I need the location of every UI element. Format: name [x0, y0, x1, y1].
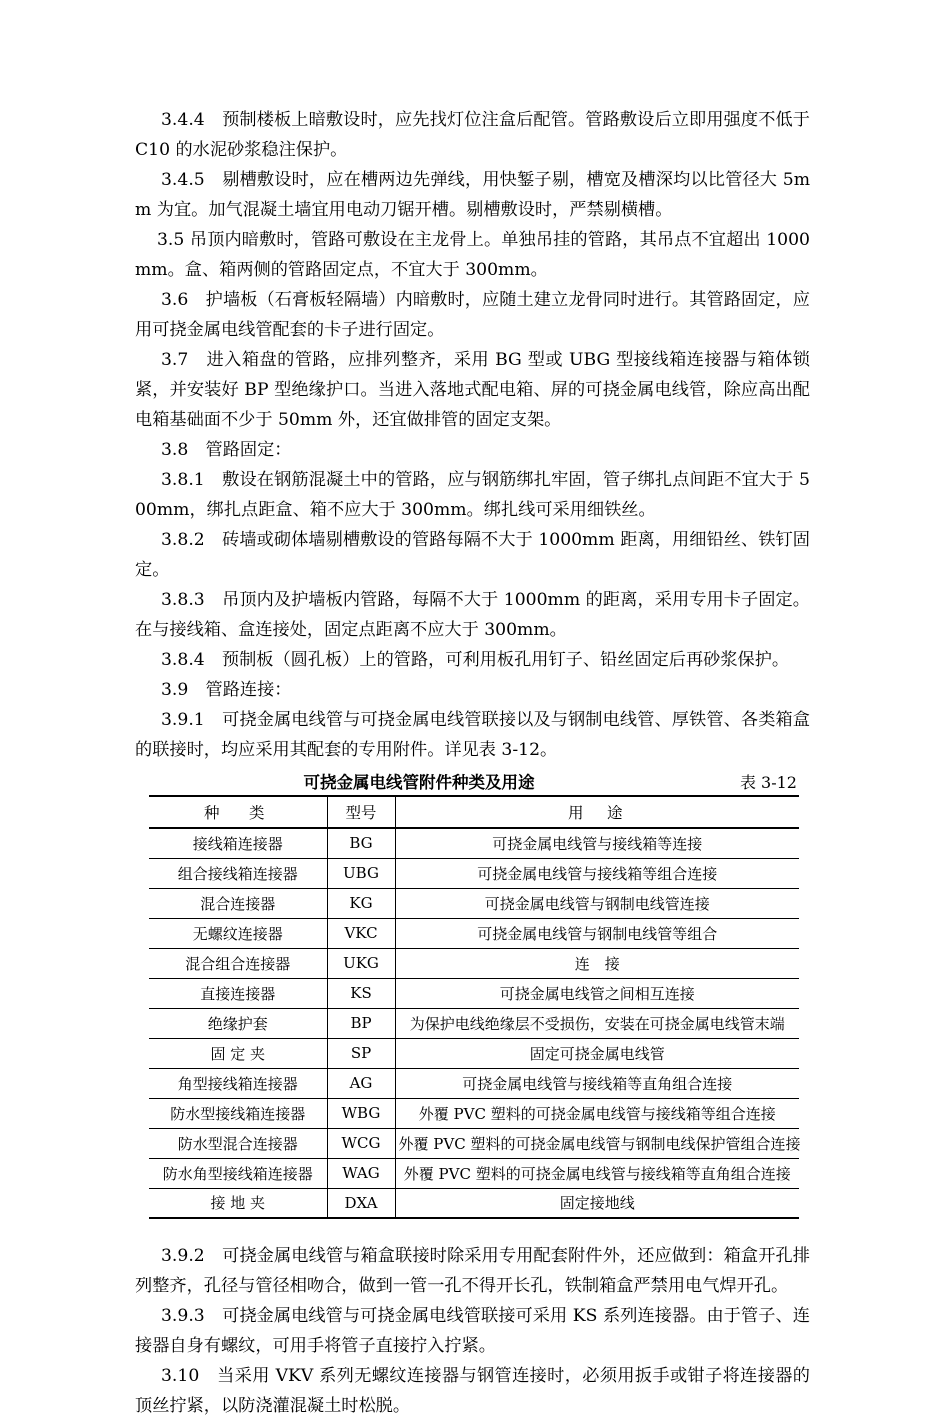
cell-kind: 固 定 夹 — [149, 1038, 327, 1068]
cell-use: 连 接 — [395, 948, 799, 978]
cell-model: DXA — [327, 1188, 395, 1218]
cell-model: UKG — [327, 948, 395, 978]
paragraph-3-9: 3.9 管路连接： — [161, 680, 292, 700]
table-row — [149, 888, 799, 918]
table-header-row — [149, 796, 799, 828]
spec-table-block — [149, 771, 799, 1219]
cell-kind: 无螺纹连接器 — [149, 918, 327, 948]
cell-use: 外覆 PVC 塑料的可挠金属电线管与接线箱等组合连接 — [395, 1098, 799, 1128]
table-row — [149, 1038, 799, 1068]
paragraph-3-4-5: 3.4.5 剔槽敷设时，应在槽两边先弹线，用快錾子剔，槽宽及槽深均以比管径大 5mm 为宜。加气混凝土墙宜用电动刀锯开槽。剔槽敷设时，严禁剔横槽。 — [135, 170, 810, 220]
paragraph-3-8: 3.8 管路固定： — [161, 440, 292, 460]
table-row — [149, 948, 799, 978]
cell-kind: 防水角型接线箱连接器 — [149, 1158, 327, 1188]
table-title: 可挠金属电线管附件种类及用途 — [303, 773, 535, 792]
paragraph-3-5: 3.5 吊顶内暗敷时，管路可敷设在主龙骨上。单独吊挂的管路，其吊点不宜超出 1000mm。盒、箱两侧的管路固定点，不宜大于 300mm。 — [135, 230, 810, 280]
cell-use: 可挠金属电线管与接线箱等组合连接 — [395, 858, 799, 888]
table-body — [149, 828, 799, 1218]
cell-kind: 直接连接器 — [149, 978, 327, 1008]
cell-use: 可挠金属电线管与钢制电线管连接 — [395, 888, 799, 918]
cell-use: 固定可挠金属电线管 — [395, 1038, 799, 1068]
cell-use: 外覆 PVC 塑料的可挠金属电线管与钢制电线保护管组合连接 — [395, 1128, 799, 1158]
cell-use: 可挠金属电线管之间相互连接 — [395, 978, 799, 1008]
table-row — [149, 1098, 799, 1128]
cell-model: BG — [327, 828, 395, 858]
document-body — [135, 105, 810, 1421]
cell-kind: 组合接线箱连接器 — [149, 858, 327, 888]
cell-model: AG — [327, 1068, 395, 1098]
table-caption-row — [149, 771, 799, 795]
paragraph-3-8-1: 3.8.1 敷设在钢筋混凝土中的管路，应与钢筋绑扎牢固，管子绑扎点间距不宜大于 500mm，绑扎点距盒、箱不应大于 300mm。绑扎线可采用细铁丝。 — [135, 470, 810, 520]
paragraph-3-9-3: 3.9.3 可挠金属电线管与可挠金属电线管联接可采用 KS 系列连接器。由于管子、连接器自身有螺纹，可用手将管子直接拧入拧紧。 — [135, 1306, 810, 1356]
cell-use: 固定接地线 — [395, 1188, 799, 1218]
table-row — [149, 828, 799, 858]
cell-kind: 绝缘护套 — [149, 1008, 327, 1038]
column-header-use: 用 途 — [395, 796, 799, 828]
table-row — [149, 1188, 799, 1218]
cell-model: WAG — [327, 1158, 395, 1188]
column-header-kind: 种 类 — [149, 796, 327, 828]
cell-kind: 混合连接器 — [149, 888, 327, 918]
paragraph-3-8-4: 3.8.4 预制板（圆孔板）上的管路，可利用板孔用钉子、铅丝固定后再砂浆保护。 — [161, 650, 790, 670]
paragraph-3-8-3: 3.8.3 吊顶内及护墙板内管路，每隔不大于 1000mm 的距离，采用专用卡子固定。在与接线箱、盒连接处，固定点距离不应大于 300mm。 — [135, 590, 810, 640]
cell-model: UBG — [327, 858, 395, 888]
cell-model: BP — [327, 1008, 395, 1038]
cell-use: 可挠金属电线管与接线箱等直角组合连接 — [395, 1068, 799, 1098]
cell-model: WCG — [327, 1128, 395, 1158]
paragraph-3-9-1: 3.9.1 可挠金属电线管与可挠金属电线管联接以及与钢制电线管、厚铁管、各类箱盒的联接时，均应采用其配套的专用附件。详见表 3-12。 — [135, 710, 810, 760]
cell-kind: 角型接线箱连接器 — [149, 1068, 327, 1098]
cell-kind: 防水型混合连接器 — [149, 1128, 327, 1158]
table-row — [149, 1008, 799, 1038]
cell-model: SP — [327, 1038, 395, 1068]
fittings-table — [149, 795, 799, 1219]
cell-model: VKC — [327, 918, 395, 948]
table-row — [149, 1068, 799, 1098]
paragraph-3-9-2: 3.9.2 可挠金属电线管与箱盒联接时除采用专用配套附件外，还应做到：箱盒开孔排列整齐，孔径与管径相吻合，做到一管一孔不得开长孔，铁制箱盒严禁用电气焊开孔。 — [135, 1246, 810, 1296]
cell-use: 可挠金属电线管与接线箱等连接 — [395, 828, 799, 858]
cell-kind: 接线箱连接器 — [149, 828, 327, 858]
cell-kind: 混合组合连接器 — [149, 948, 327, 978]
cell-use: 为保护电线绝缘层不受损伤，安装在可挠金属电线管末端 — [395, 1008, 799, 1038]
cell-model: WBG — [327, 1098, 395, 1128]
cell-model: KS — [327, 978, 395, 1008]
cell-kind: 防水型接线箱连接器 — [149, 1098, 327, 1128]
paragraph-3-6: 3.6 护墙板（石膏板轻隔墙）内暗敷时，应随土建立龙骨同时进行。其管路固定，应用可挠金属电线管配套的卡子进行固定。 — [135, 290, 810, 340]
paragraph-3-8-2: 3.8.2 砖墙或砌体墙剔槽敷设的管路每隔不大于 1000mm 距离，用细铅丝、铁钉固定。 — [135, 530, 810, 580]
paragraph-3-4-4: 3.4.4 预制楼板上暗敷设时，应先找灯位注盒后配管。管路敷设后立即用强度不低于 C10 的水泥砂浆稳注保护。 — [135, 110, 810, 160]
table-row — [149, 858, 799, 888]
table-number: 表 3-12 — [739, 773, 797, 792]
cell-kind: 接 地 夹 — [149, 1188, 327, 1218]
cell-model: KG — [327, 888, 395, 918]
table-row — [149, 1158, 799, 1188]
table-row — [149, 978, 799, 1008]
table-row — [149, 918, 799, 948]
cell-use: 可挠金属电线管与钢制电线管等组合 — [395, 918, 799, 948]
paragraph-3-7: 3.7 进入箱盘的管路，应排列整齐，采用 BG 型或 UBG 型接线箱连接器与箱体锁紧，并安装好 BP 型绝缘护口。当进入落地式配电箱、屏的可挠金属电线管，除应高出配电箱基础面不少于 50mm 外，还宜做排管的固定支架。 — [135, 350, 810, 430]
cell-use: 外覆 PVC 塑料的可挠金属电线管与接线箱等直角组合连接 — [395, 1158, 799, 1188]
section-before-table — [135, 105, 810, 765]
section-after-table — [135, 1241, 810, 1421]
column-header-model: 型号 — [327, 796, 395, 828]
paragraph-3-10: 3.10 当采用 VKV 系列无螺纹连接器与钢管连接时，必须用扳手或钳子将连接器的顶丝拧紧，以防浇灌混凝土时松脱。 — [135, 1366, 810, 1416]
table-row — [149, 1128, 799, 1158]
